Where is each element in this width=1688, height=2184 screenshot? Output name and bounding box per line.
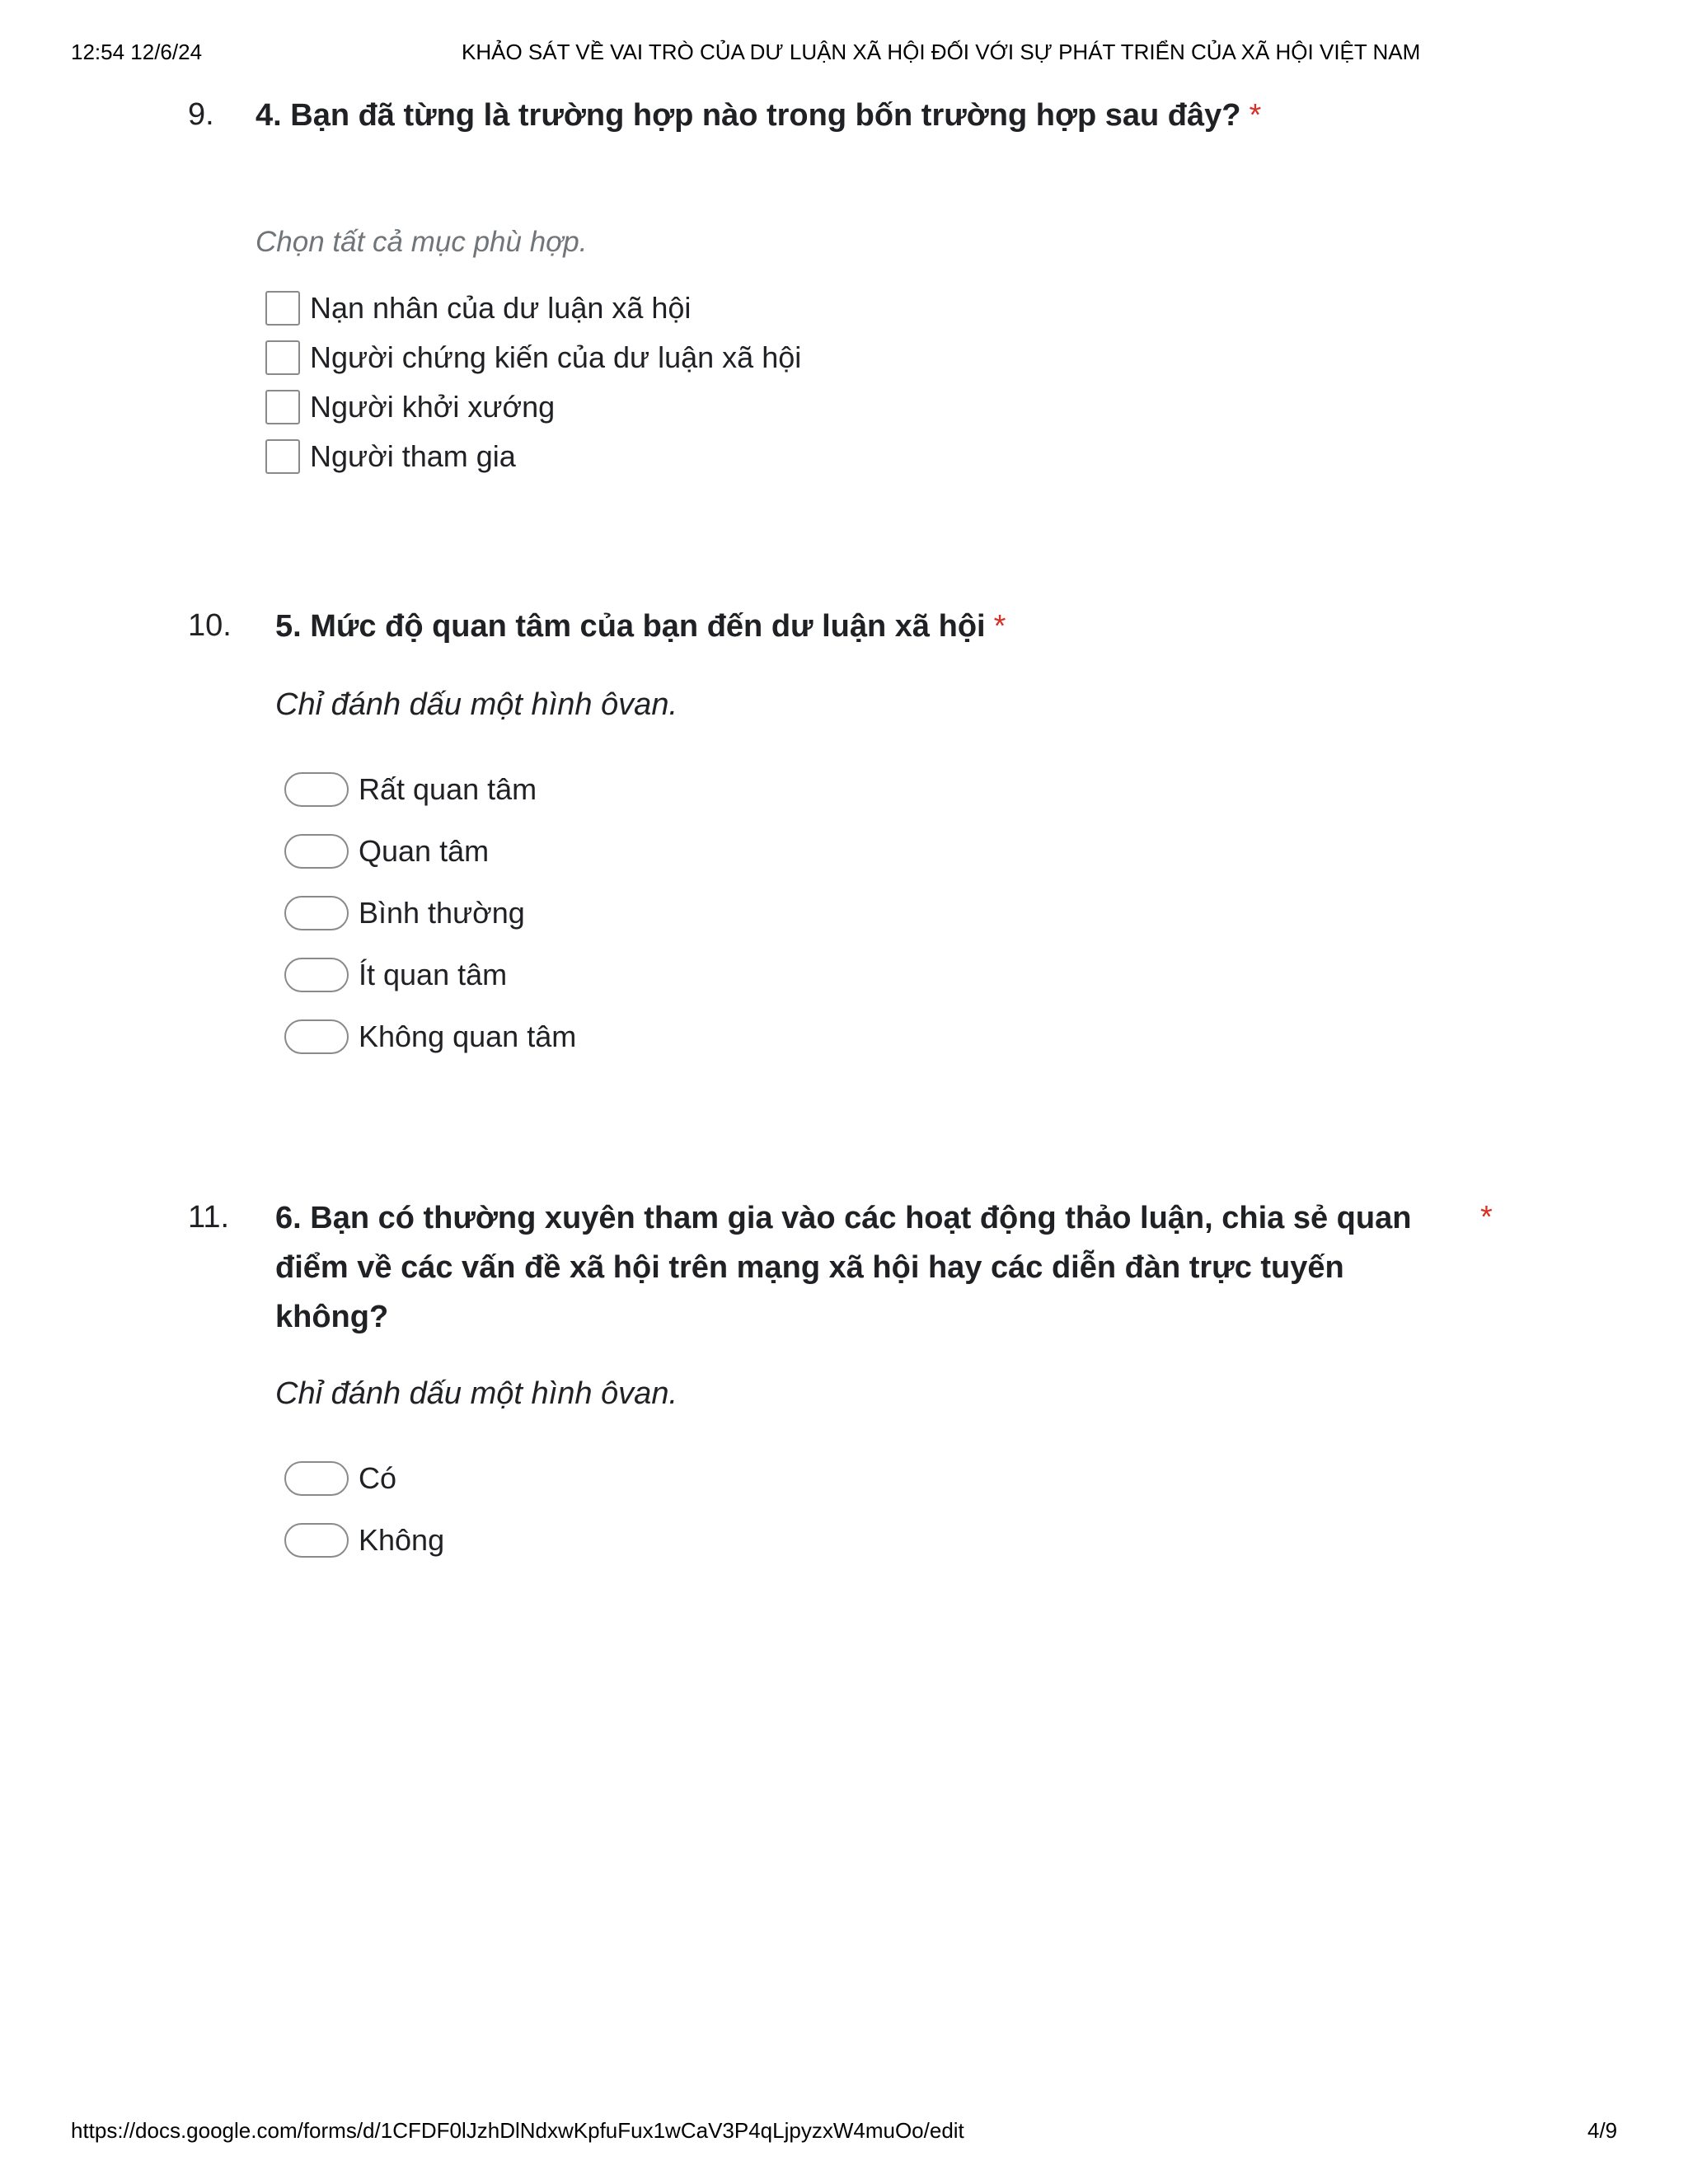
option-label: Người chứng kiến của dư luận xã hội xyxy=(310,340,802,374)
question-number: 10. xyxy=(188,608,232,643)
option-label: Có xyxy=(359,1461,397,1495)
option-label: Không quan tâm xyxy=(359,1019,577,1053)
radio-oval[interactable] xyxy=(284,958,349,992)
radio-option[interactable] xyxy=(284,1523,444,1558)
print-footer-url: https://docs.google.com/forms/d/1CFDF0lJzhDlNdxwKpfuFux1wCaV3P4qLjpyzxW4muOo/edit xyxy=(71,2118,964,2143)
radio-oval[interactable] xyxy=(284,1019,349,1054)
option-label: Bình thường xyxy=(359,896,525,930)
question-hint: Chỉ đánh dấu một hình ôvan. xyxy=(275,1376,678,1411)
radio-oval[interactable] xyxy=(284,772,349,807)
radio-oval[interactable] xyxy=(284,1461,349,1496)
required-asterisk: * xyxy=(1480,1200,1493,1235)
radio-option[interactable] xyxy=(284,772,537,807)
checkbox-option[interactable] xyxy=(265,390,555,424)
radio-option[interactable] xyxy=(284,1019,576,1054)
option-label: Người tham gia xyxy=(310,439,516,473)
question-title-text: 5. Mức độ quan tâm của bạn đến dư luận xã hội xyxy=(275,609,986,644)
radio-oval[interactable] xyxy=(284,834,349,869)
question-hint: Chỉ đánh dấu một hình ôvan. xyxy=(275,687,678,722)
question-title xyxy=(275,602,1006,651)
option-label: Không xyxy=(359,1523,445,1557)
question-number: 9. xyxy=(188,97,214,132)
question-title-line: không? xyxy=(275,1300,389,1334)
checkbox-box[interactable] xyxy=(265,439,300,474)
question-title xyxy=(275,1193,1462,1342)
question-hint: Chọn tất cả mục phù hợp. xyxy=(256,226,588,258)
checkbox-option[interactable] xyxy=(265,340,801,375)
option-label: Rất quan tâm xyxy=(359,772,537,806)
radio-option[interactable] xyxy=(284,958,507,992)
question-title xyxy=(256,91,1261,140)
page-number: 4/9 xyxy=(1587,2118,1618,2143)
radio-option[interactable] xyxy=(284,896,525,930)
radio-option[interactable] xyxy=(284,834,489,869)
question-number: 11. xyxy=(188,1200,230,1235)
checkbox-option[interactable] xyxy=(265,291,691,326)
question-title-text: 4. Bạn đã từng là trường hợp nào trong bốn trường hợp sau đây? xyxy=(256,98,1241,133)
option-label: Ít quan tâm xyxy=(359,958,508,991)
option-label: Người khởi xướng xyxy=(310,390,556,424)
radio-oval[interactable] xyxy=(284,896,349,930)
print-header-title: KHẢO SÁT VỀ VAI TRÒ CỦA DƯ LUẬN XÃ HỘI ĐỐI VỚI SỰ PHÁT TRIỂN CỦA XÃ HỘI VIỆT NAM xyxy=(462,40,1421,64)
required-asterisk: * xyxy=(993,609,1006,644)
checkbox-option[interactable] xyxy=(265,439,516,474)
checkbox-box[interactable] xyxy=(265,390,300,424)
required-asterisk: * xyxy=(1249,98,1262,133)
question-title-line: điểm về các vấn đề xã hội trên mạng xã hội hay các diễn đàn trực tuyến xyxy=(275,1250,1344,1285)
radio-oval[interactable] xyxy=(284,1523,349,1558)
print-datetime: 12:54 12/6/24 xyxy=(71,40,203,64)
option-label: Nạn nhân của dư luận xã hội xyxy=(310,291,692,325)
checkbox-box[interactable] xyxy=(265,291,300,326)
radio-option[interactable] xyxy=(284,1461,396,1496)
checkbox-box[interactable] xyxy=(265,340,300,375)
question-title-line: 6. Bạn có thường xuyên tham gia vào các hoạt động thảo luận, chia sẻ quan xyxy=(275,1201,1412,1235)
option-label: Quan tâm xyxy=(359,834,490,868)
